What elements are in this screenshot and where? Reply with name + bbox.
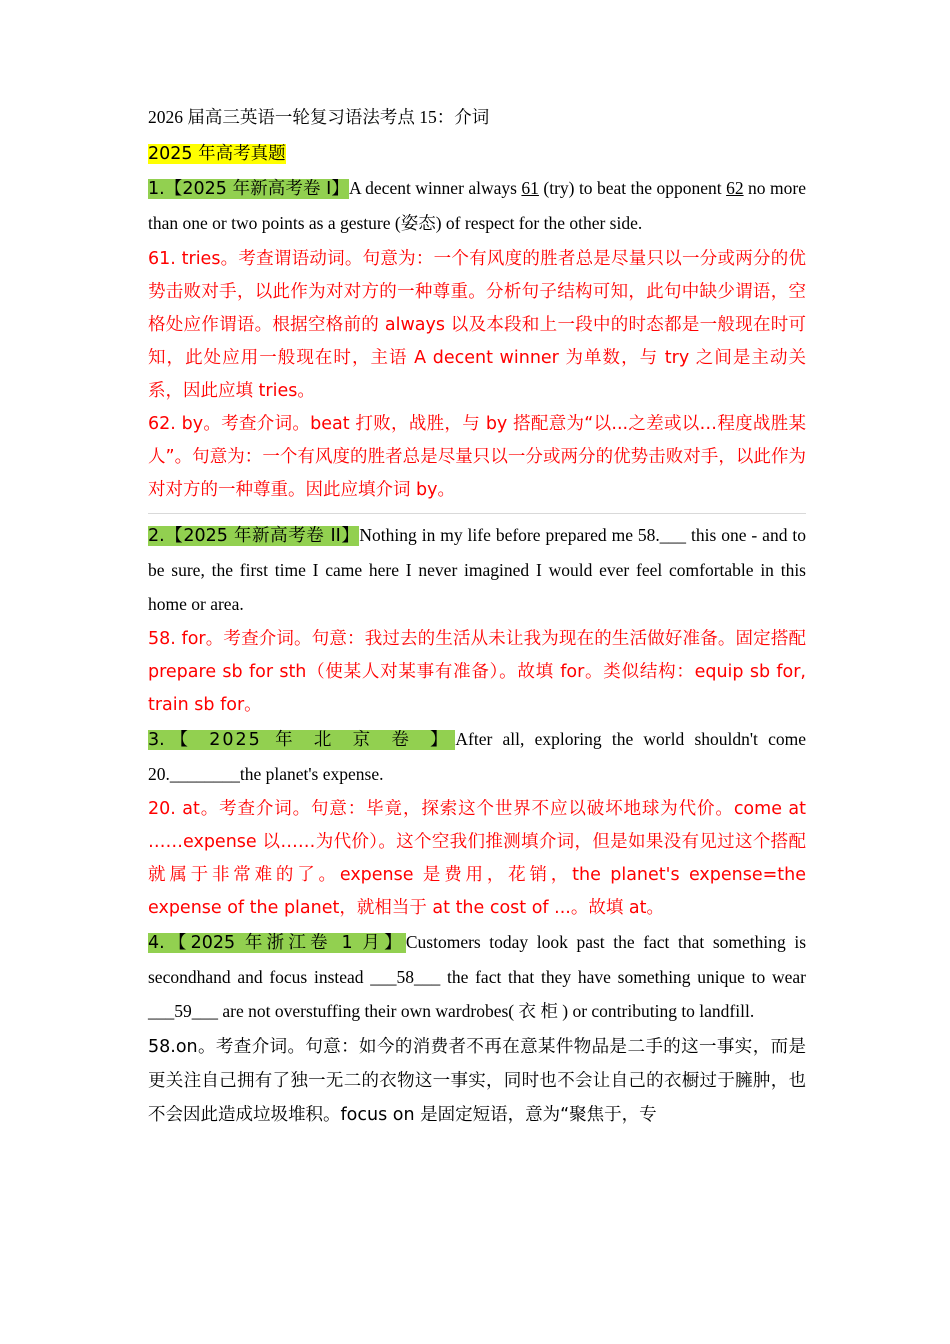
answer-1-61: 61. tries。考查谓语动词。句意为：一个有风度的胜者总是尽量只以一分或两分的优势击败对手，以此作为对对方的一种尊重。分析句子结构可知，此句中缺少谓语，空格处应作谓语。根据空格前的 always 以及本段和上一段中的时态都是一般现在时可知，此处应用一般现在时，主语 A decent winner 为单数，与 try 之间是主动关系，因此应填 tries。: [148, 249, 806, 401]
question-3-number: 3.: [148, 730, 165, 750]
question-1-text-c: no more than one or two points as a gesture (: [148, 178, 806, 233]
question-3-text: After all, exploring the world shouldn't come 20.________the planet's expense.: [148, 729, 806, 784]
question-2: [148, 518, 806, 621]
question-1-gloss: 姿态: [400, 214, 436, 234]
page-title: 2026 届高三英语一轮复习语法考点 15：介词: [148, 107, 490, 127]
question-3: [148, 722, 806, 791]
question-1-text-b: (try) to beat the opponent: [538, 178, 727, 198]
question-1-blank-61: 61: [521, 178, 539, 198]
question-1-blank-62: 62: [726, 178, 744, 198]
question-3-tag: 【 2025 年 北 京 卷 】: [164, 730, 456, 750]
document-body: [148, 100, 806, 1132]
section-heading-text: 2025 年高考真题: [148, 144, 286, 164]
answer-3-20: 20. at。考查介词。句意：毕竟，探索这个世界不应以破坏地球为代价。come at ……expense 以……为代价）。这个空我们推测填介词，但是如果没有见过这个搭配就属于非常难的了。expense 是费用，花销，the planet's expense=the expense of the planet，就相当于 at the cost of ...。故填 at。: [148, 799, 806, 918]
answer-1-62: 62. by。考查介词。beat 打败，战胜，与 by 搭配意为“以...之差或以…程度战胜某人”。句意为：一个有风度的胜者总是尽量只以一分或两分的优势击败对手，以此作为对对方的一种尊重。因此应填介词 by。: [148, 414, 806, 500]
question-4-text: Customers today look past the fact that something is secondhand and focus instead ___58___ the fact that they have something unique to wear ___59___ are not overstuffing their own wardrobes( 衣 柜 ) or contributing to landfill.: [148, 932, 806, 1021]
question-1-text-d: ) of respect for the other side.: [435, 213, 643, 233]
question-4-tag: 【2025 年浙江卷 1 月】: [164, 933, 406, 953]
section-heading: [148, 136, 806, 171]
question-1-text-a: A decent winner always: [349, 178, 522, 198]
question-2-text: Nothing in my life before prepared me 58.___ this one - and to be sure, the first time I came here I never imagined I would ever feel comfortable in this home or area.: [148, 525, 806, 614]
question-1-number: 1.: [148, 179, 165, 199]
question-4: [148, 925, 806, 1028]
question-2-tag: 【2025 年新高考卷 II】: [164, 526, 360, 546]
section-divider: [148, 513, 806, 514]
answer-2-58: 58. for。考查介词。句意：我过去的生活从未让我为现在的生活做好准备。固定搭配 prepare sb for sth（使某人对某事有准备）。故填 for。类似结构：equip sb for, train sb for。: [148, 629, 806, 715]
answer-4-58: 58.on。考查介词。句意：如今的消费者不再在意某件物品是二手的这一事实，而是更关注自己拥有了独一无二的衣物这一事实，同时也不会让自己的衣橱过于臃肿，也不会因此造成垃圾堆积。focus on 是固定短语，意为“聚焦于，专: [148, 1037, 806, 1125]
question-4-number: 4.: [148, 933, 165, 953]
question-1: [148, 171, 806, 241]
question-1-tag: 【2025 年新高考卷 I】: [164, 179, 350, 199]
question-2-number: 2.: [148, 526, 165, 546]
